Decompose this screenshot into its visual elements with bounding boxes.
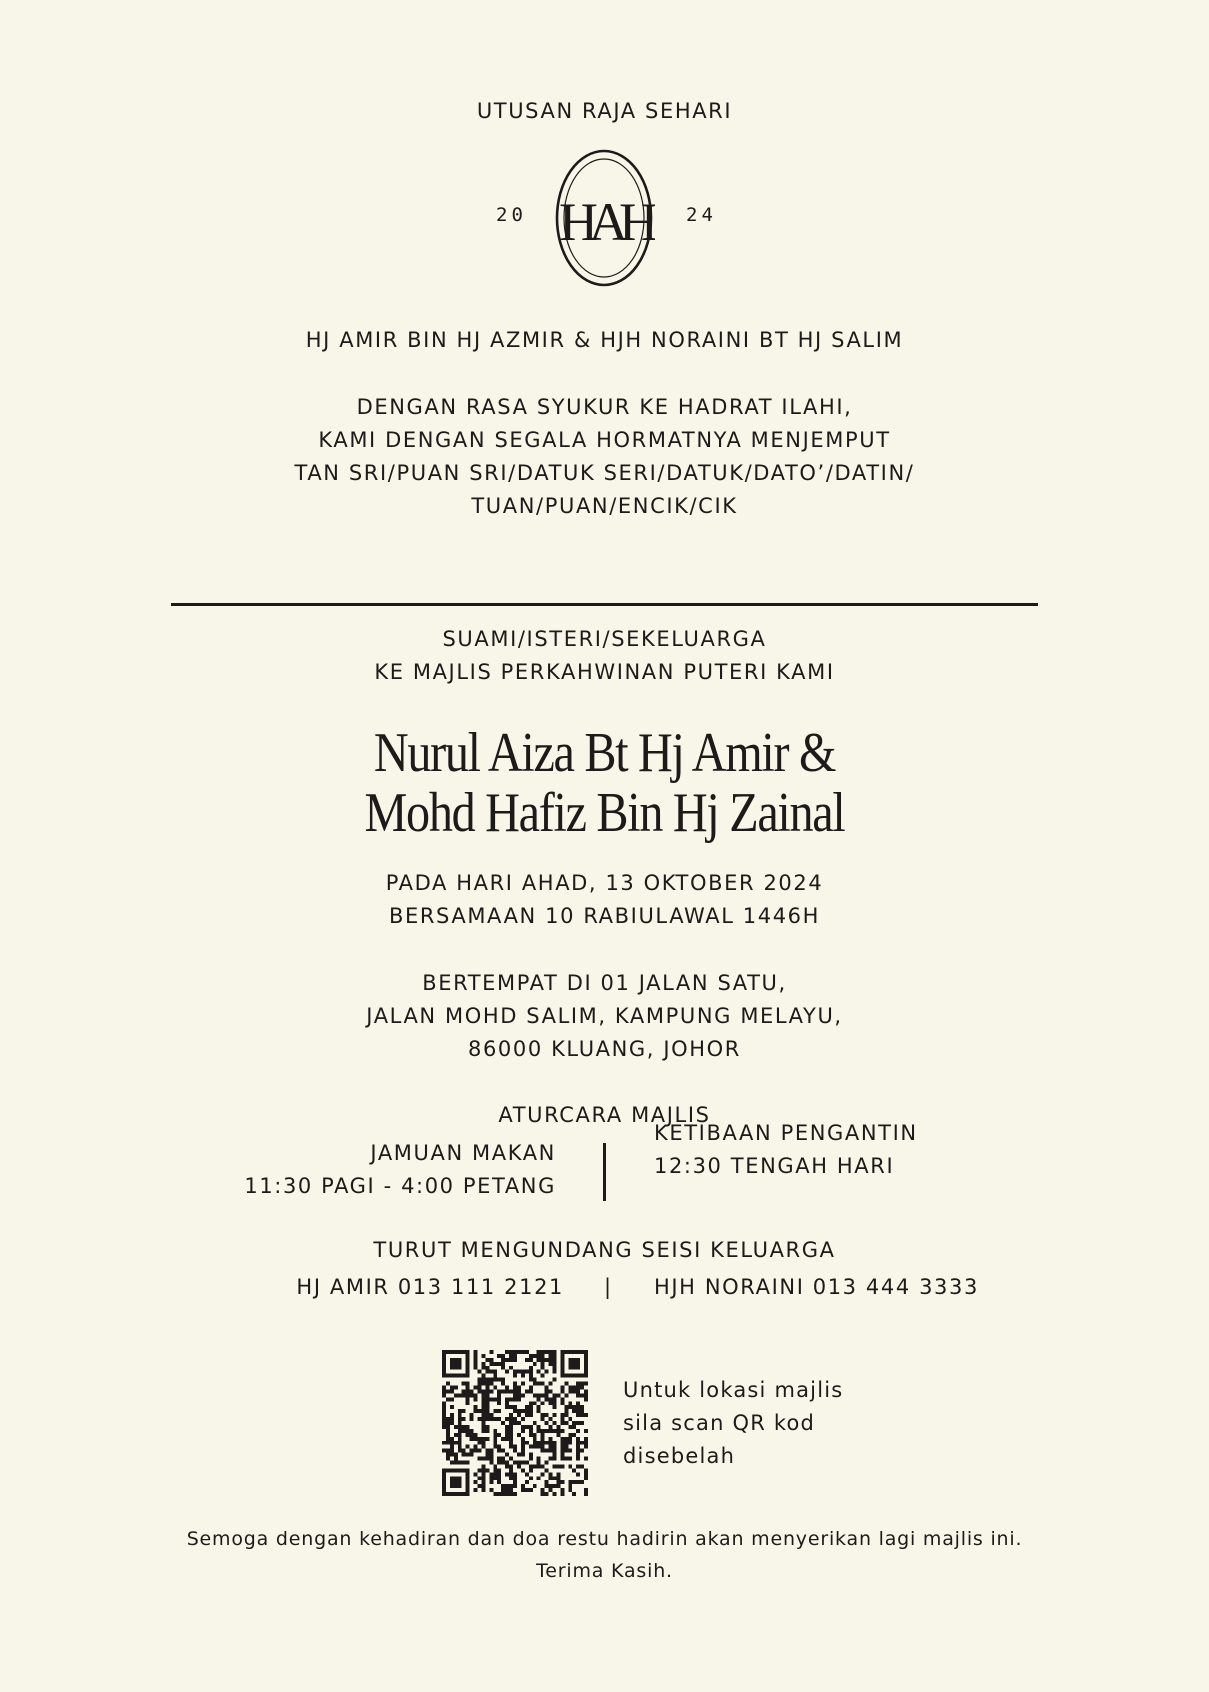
venue-line: 86000 KLUANG, JOHOR bbox=[467, 1037, 741, 1061]
monogram-emblem-icon bbox=[553, 148, 655, 288]
venue-line: BERTEMPAT DI 01 JALAN SATU, bbox=[422, 971, 787, 995]
schedule-left-time: 11:30 PAGI - 4:00 PETANG bbox=[244, 1174, 556, 1198]
invitation-line: KAMI DENGAN SEGALA HORMATNYA MENJEMPUT bbox=[318, 428, 891, 452]
qr-instruction-line: disebelah bbox=[623, 1444, 736, 1468]
groom-name: Mohd Hafiz Bin Hj Zainal bbox=[364, 782, 845, 844]
qr-instruction-line: Untuk lokasi majlis bbox=[623, 1378, 844, 1402]
date-line: PADA HARI AHAD, 13 OKTOBER 2024 bbox=[385, 871, 824, 895]
venue-address bbox=[0, 967, 1209, 1066]
schedule-right bbox=[654, 1117, 918, 1183]
schedule-right-time: 12:30 TENGAH HARI bbox=[654, 1154, 895, 1178]
guests-line: SUAMI/ISTERI/SEKELUARGA bbox=[442, 627, 767, 651]
monogram bbox=[0, 148, 1209, 288]
guests-text bbox=[0, 623, 1209, 689]
header-title: UTUSAN RAJA SEHARI bbox=[476, 99, 733, 123]
invitation-text bbox=[0, 391, 1209, 523]
guests-line: KE MAJLIS PERKAHWINAN PUTERI KAMI bbox=[374, 660, 835, 684]
schedule-left-label: JAMUAN MAKAN bbox=[370, 1141, 556, 1165]
thank-you: Terima Kasih. bbox=[536, 1560, 673, 1582]
qr-instructions bbox=[623, 1374, 843, 1473]
monogram-year-left: 20 bbox=[496, 204, 527, 226]
closing-note bbox=[0, 1523, 1209, 1587]
schedule-title: ATURCARA MAJLIS bbox=[498, 1103, 711, 1127]
invitation-line: TUAN/PUAN/ENCIK/CIK bbox=[471, 494, 738, 518]
hosts: HJ AMIR BIN HJ AZMIR & HJH NORAINI BT HJ SALIM bbox=[305, 328, 904, 352]
invitation-line: DENGAN RASA SYUKUR KE HADRAT ILAHI, bbox=[356, 395, 853, 419]
event-date bbox=[0, 867, 1209, 933]
schedule-separator bbox=[603, 1143, 606, 1201]
qr-instruction-line: sila scan QR kod bbox=[623, 1411, 816, 1435]
contacts-title: TURUT MENGUNDANG SEISI KELUARGA bbox=[373, 1238, 836, 1262]
schedule-right-label: KETIBAAN PENGANTIN bbox=[654, 1121, 918, 1145]
hijri-date-line: BERSAMAAN 10 RABIULAWAL 1446H bbox=[388, 904, 821, 928]
schedule-left bbox=[180, 1137, 556, 1203]
couple-names bbox=[85, 723, 1125, 843]
monogram-year-right: 24 bbox=[686, 204, 717, 226]
location-qr-code-icon[interactable] bbox=[442, 1350, 588, 1496]
contact-left: HJ AMIR 013 111 2121 bbox=[296, 1275, 564, 1299]
divider bbox=[171, 603, 1038, 606]
bride-name: Nurul Aiza Bt Hj Amir & bbox=[373, 722, 836, 784]
contact-separator: | bbox=[604, 1275, 613, 1299]
contact-right: HJH NORAINI 013 444 3333 bbox=[654, 1275, 979, 1299]
invitation-line: TAN SRI/PUAN SRI/DATUK SERI/DATUK/DATO’/DATIN/ bbox=[294, 461, 915, 485]
monogram-letters: HAH bbox=[559, 192, 649, 252]
closing-line: Semoga dengan kehadiran dan doa restu hadirin akan menyerikan lagi majlis ini. bbox=[186, 1528, 1023, 1550]
venue-line: JALAN MOHD SALIM, KAMPUNG MELAYU, bbox=[366, 1004, 843, 1028]
